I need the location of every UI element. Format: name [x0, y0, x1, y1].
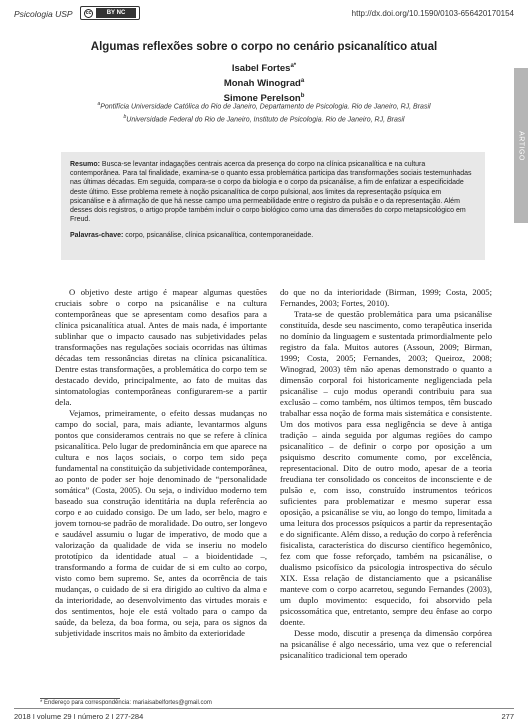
body-column-right: [280, 287, 492, 661]
cc-icon: cc: [85, 9, 92, 16]
author: Isabel Fortes$^{a*}$: [231, 63, 297, 75]
abstract-paragraph: [70, 160, 476, 224]
author: Simone Perelson$^b$: [223, 93, 305, 105]
doi-link[interactable]: http://dx.doi.org/10.1590/0103-656420170154: [351, 9, 514, 18]
article-type-label: ARTIGO: [517, 130, 525, 161]
affiliations: [0, 99, 528, 126]
affiliation: $^b$Universidade Federal do Rio de Janeiro, Instituto de Psicologia. Rio de Janeiro, RJ, Brasil: [123, 114, 405, 124]
issue-info: 2018 I volume 29 I número 2 I 277-284: [14, 712, 144, 721]
footer-divider: [14, 708, 514, 709]
journal-name: Psicologia USP: [14, 9, 73, 19]
cc-by-nc-label: BY NC: [96, 8, 136, 18]
body-paragraph: do que no da interioridade (Birman, 1999; Costa, 2005; Fernandes, 2003; Fortes, 2010).: [280, 287, 492, 308]
body-paragraph: Vejamos, primeiramente, o efeito dessas mudanças no campo do social, para, mais adiante, levantarmos alguns pontos que consideramos centrais no que se refere à clínica psicanalítica. Pelo lugar de predominância em que aparece na cultura e nos laços sociais, o corpo tem sido peça fundamental na constituição da subjetividade contemporânea, ao ponto de poder ser hoje denominado de “personalidade somática” (Costa, 2005). Ou seja, o indivíduo moderno tem baseado sua construção identitária na dupla referência ao corpo e ao cuidado consigo. De um lado, ser belo, magro e jovem tornou-se padrão de moralidade. Do outro, ser longevo e saudável assumiu o lugar de imperativo, de modo que a valorização da qualidade de vida se inseriu no modelo prototípico da identidade atual – a bioidentidade –, transformando a forma de cuidar de si em culto ao corpo, visto como bem supremo. Se, antes da ocorrência de tais mudanças, o cuidado de si era dirigido ao cultivo da alma e da interioridade, ao desenvolvimento das virtudes morais e dos sentimentos, hoje ele está voltado para o campo da saúde, da beleza, da boa forma, ou seja, para os signos da subjetividade inscritos mais no âmbito da exterioridade: [55, 408, 267, 638]
keywords-paragraph: [70, 231, 476, 240]
body-paragraph: Trata-se de questão problemática para uma psicanálise constituída, desde seu nascimento, como terapêutica inserida no domínio da linguagem e sustentada primordialmente pelo registro da fala. Muitos autores (Assoun, 2009; Birman, 1999; Costa, 2005; Fernandes, 2003; Queiroz, 2008; Winograd, 2003) têm não apenas demonstrado o quanto a dimensão corporal foi historicamente negligenciada pela psicanálise – cujo modus operandi contribuiu para sua exclusão – como também, nos últimos tempos, têm buscado trabalhar essa noção de forma mais sistemática e consistente. Um dos motivos para essa negligência se deve à antiga tradição – ainda seguida por algumas regiões do campo psicanalítico – de definir o corpo por oposição a um psiquismo descrito comumente como, por excelência, representacional. Dito de outro modo, apesar de a teoria freudiana ter consolidado os conceitos de inconsciente e de pulsão e, com isso, construído instrumentos teóricos suficientes para problematizar e mesmo superar essa oposição, a psicanálise se viu, ao longo do tempo, limitada a uma leitura dos processos psíquicos a partir da representação e do significante. Além disso, a redução do corpo à referência fisicalista, característica do discurso científico hegemônico, fez com que fosse reforçado, também na psicanálise, o dualismo psicofísico da psicologia introspectiva do século XIX. Essa relação de distanciamento que a psicanálise manteve com o corpo acarretou, segundo Fernandes (2003), um duplo movimento: esquecido, foi absorvido pela psicossomática que, entretanto, sempre deu ênfase ao corpo doente.: [280, 309, 492, 627]
abstract-label: Resumo:: [70, 161, 100, 168]
keywords-label: Palavras-chave:: [70, 232, 124, 240]
cc-license-badge[interactable]: [80, 6, 140, 20]
abstract-box: [61, 152, 485, 260]
abstract-text: Busca-se levantar indagações centrais acerca da presença do corpo na clínica psicanalítica e na cultura contemporânea. Para tal finalidade, examina-se o quanto essa problemática participa das transformações sociais testemunhadas nas últimas décadas. Em seguida, compara-se o corpo da biologia e o corpo da psicanálise, a fim de enfatizar a especificidade deste último. Esse problema remete à noção psicanalítica de corpo pulsional, aos limites da representação psíquica em psicanálise e à afirmação de que há nesse campo uma permeabilidade entre o registro da pulsão e o da representação. Além desses dois registros, o artigo propõe também incluir o corpo biológico como uma das dimensões do corpo metapsicológico em Freud.: [70, 161, 472, 224]
body-paragraph: O objetivo deste artigo é mapear algumas questões cruciais sobre o corpo na psicanálise e na cultura contemporâneas que se apresentam como desafios para a clínica psicanalítica atual. Antes de mais nada, é importante sublinhar que o impacto causado nas subjetividades pelas transformações nas regulações sociais ocorridas nas últimas décadas tem ressonâncias diretas na clínica psicanalítica. Dentre estas transformações, a problemática do corpo tem se destacado devido, principalmente, ao fato de muitas das sintomatologias contemporâneas configurarem-se a partir dela.: [55, 287, 267, 407]
author: Monah Winograd$^a$: [223, 78, 305, 90]
page-number: 277: [501, 712, 514, 721]
affiliation: $^a$Pontifícia Universidade Católica do Rio de Janeiro, Departamento de Psicologia. Rio de Janeiro, RJ, Brasil: [97, 101, 431, 111]
footnote: * Endereço para correspondência: mariaisabelfortes@gmail.com: [40, 700, 212, 706]
footnote-divider: [40, 698, 120, 699]
article-title: Algumas reflexões sobre o corpo no cenário psicanalítico atual: [90, 41, 438, 53]
body-paragraph: Desse modo, discutir a presença da dimensão corpórea na psicanálise é algo necessário, uma vez que o referencial psicanalítico tradicional tem operado: [280, 628, 492, 660]
body-column-left: [55, 287, 267, 639]
keywords-text: corpo, psicanálise, clínica psicanalítica, contemporaneidade.: [125, 232, 314, 240]
page-header: [0, 0, 528, 28]
